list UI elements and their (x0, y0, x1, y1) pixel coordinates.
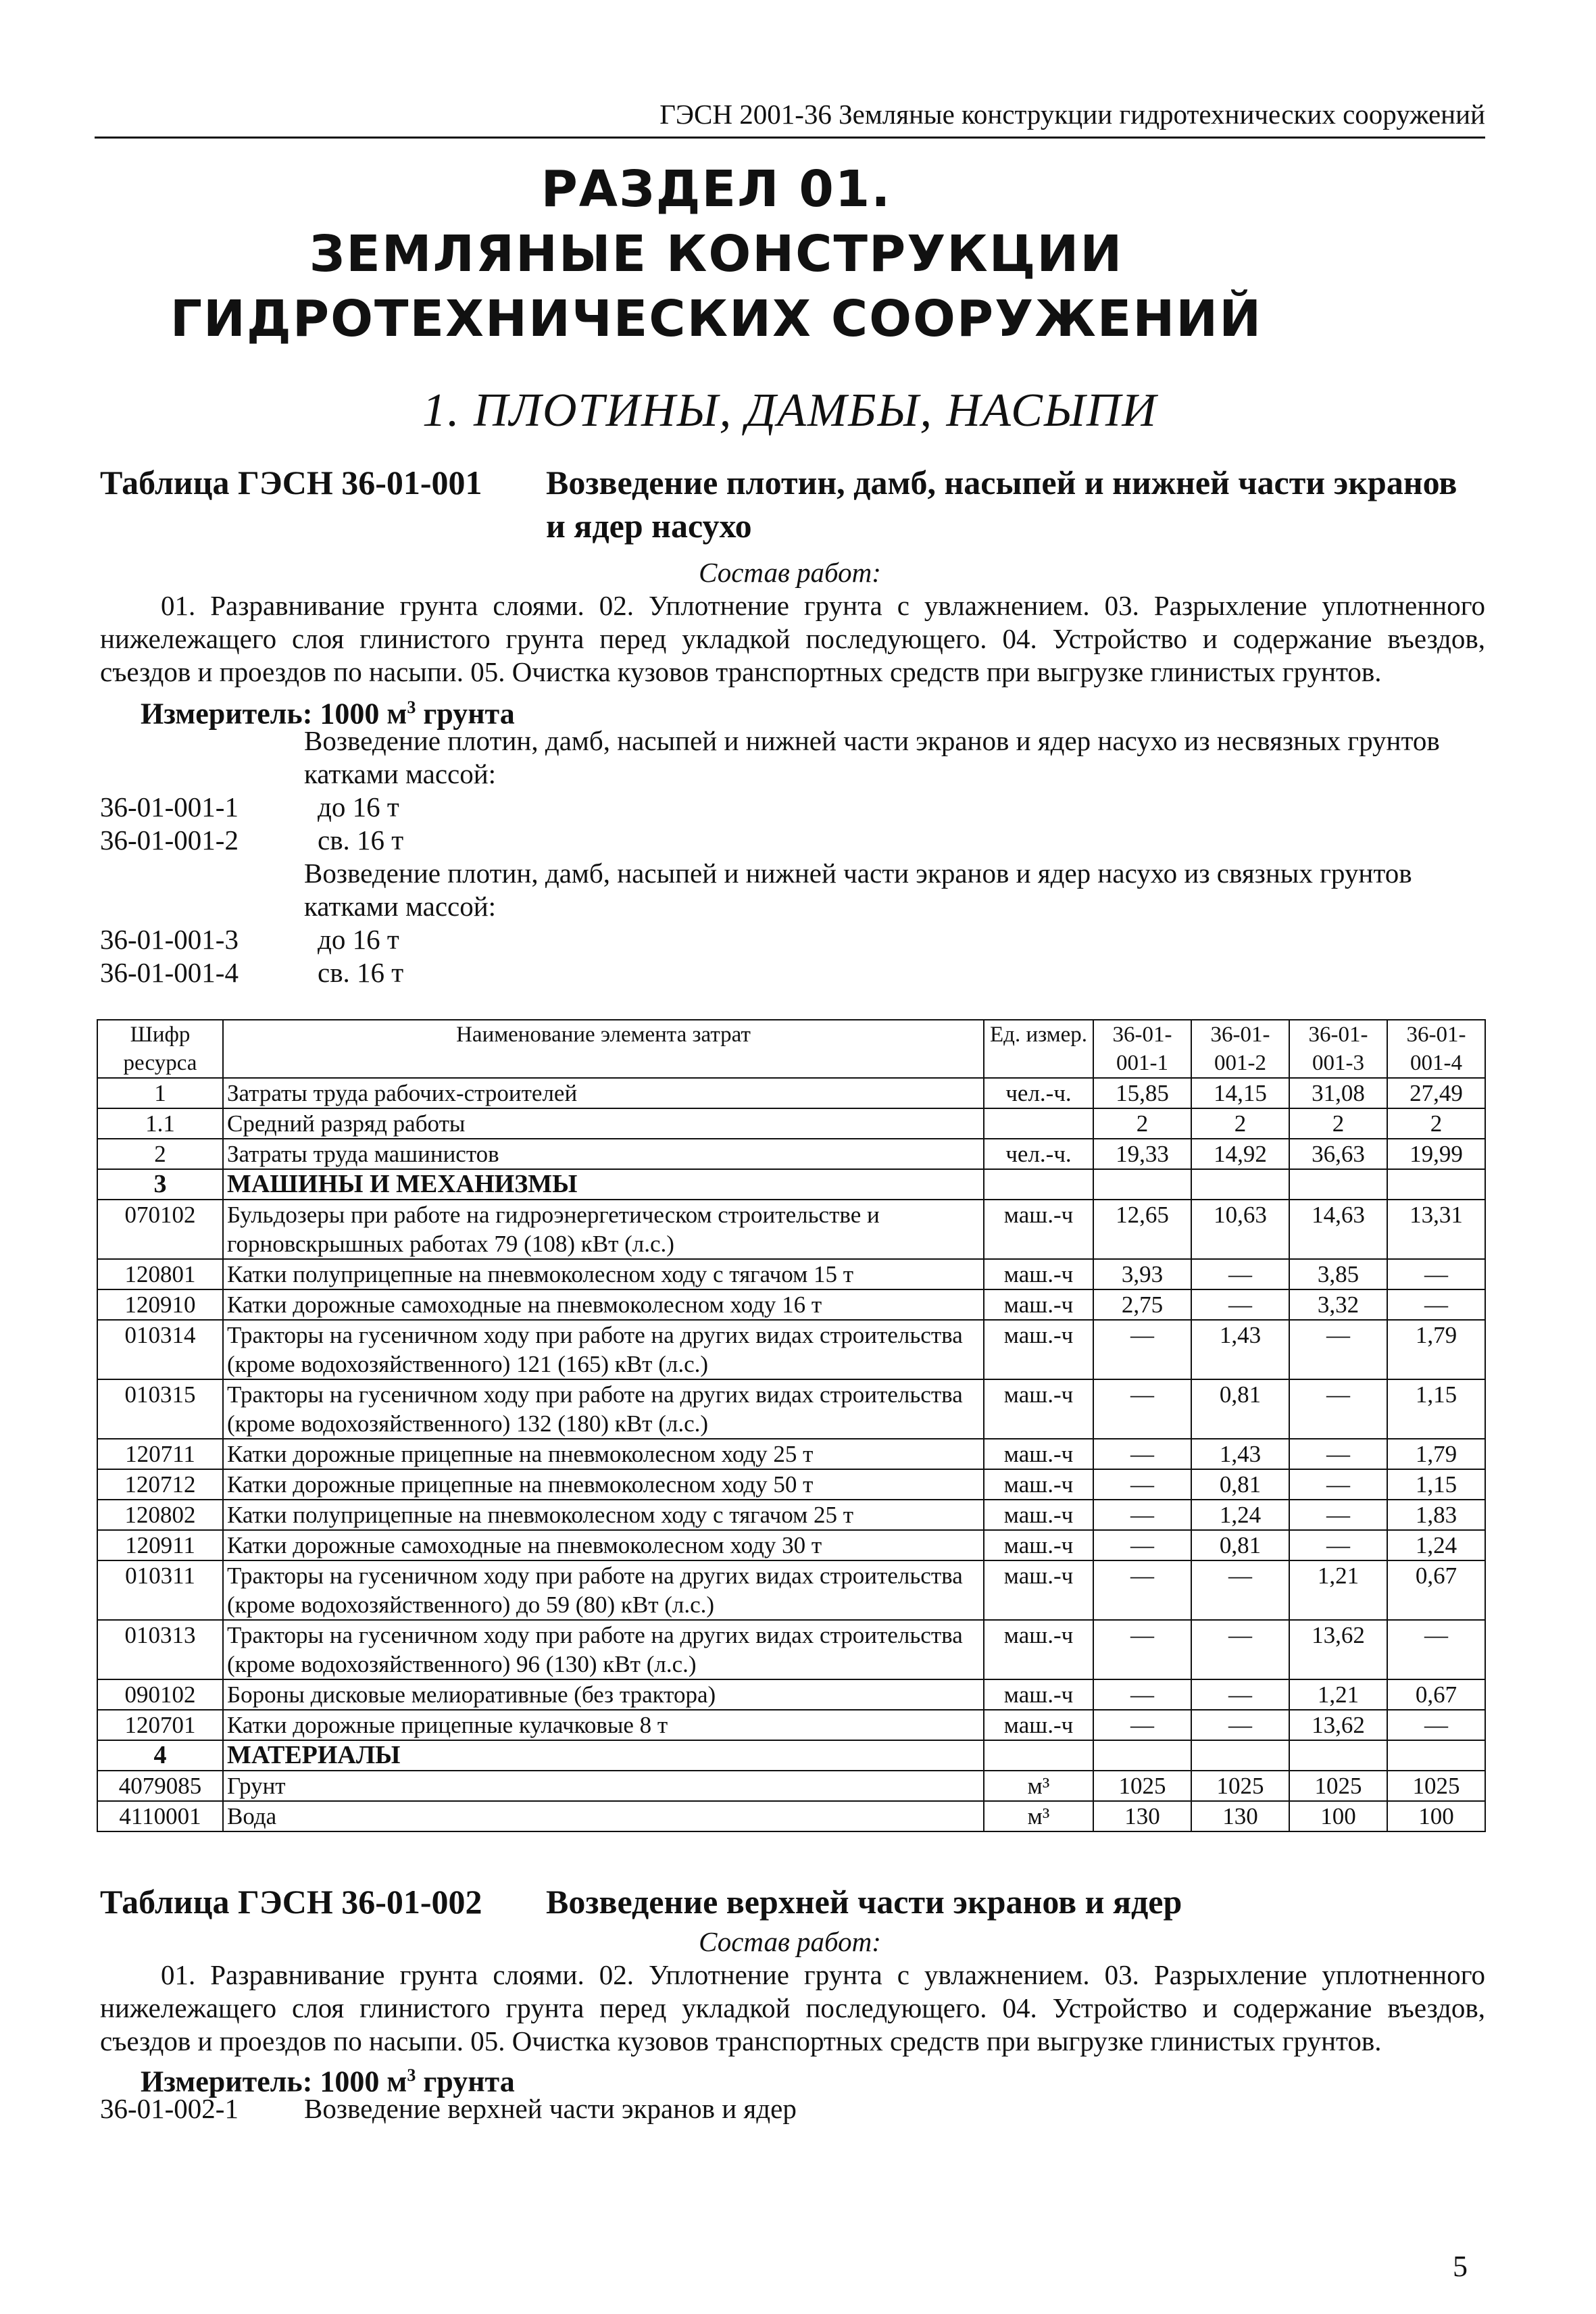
resource-code-cell: 120802 (97, 1500, 223, 1530)
item-text: св. 16 т (318, 957, 404, 988)
section-title-line: ГИДРОТЕХНИЧЕСКИХ СООРУЖЕНИЙ (170, 290, 1263, 348)
resource-value-cell: — (1093, 1679, 1191, 1710)
table-group-row (97, 1169, 1485, 1200)
table-row (97, 1379, 1485, 1439)
resource-table-body (97, 1078, 1485, 1831)
resource-name-cell: Катки дорожные прицепные на пневмоколесном ходу 50 т (223, 1469, 984, 1500)
resource-value-cell: 13,31 (1387, 1200, 1485, 1259)
table-row (97, 1259, 1485, 1289)
resource-value-cell: 1025 (1191, 1771, 1289, 1801)
table-row (97, 1801, 1485, 1831)
resource-value-cell: 31,08 (1289, 1078, 1387, 1108)
resource-code-cell: 4 (97, 1740, 223, 1771)
resource-value-cell: — (1387, 1289, 1485, 1320)
resource-value-cell (1191, 1740, 1289, 1771)
resource-unit-cell (984, 1740, 1093, 1771)
table-row (97, 1500, 1485, 1530)
resource-unit-cell: чел.-ч. (984, 1078, 1093, 1108)
resource-code-cell: 010315 (97, 1379, 223, 1439)
resource-code-cell: 070102 (97, 1200, 223, 1259)
resource-value-cell: — (1387, 1620, 1485, 1679)
resource-value-cell: 2 (1387, 1108, 1485, 1139)
group2-description-cont: катками массой: (304, 891, 497, 922)
resource-unit-cell: маш.-ч (984, 1469, 1093, 1500)
resource-value-cell: 1,24 (1191, 1500, 1289, 1530)
measure-prefix: Измеритель: 1000 м (141, 2065, 407, 2098)
resource-code-cell: 090102 (97, 1679, 223, 1710)
resource-code-cell: 010313 (97, 1620, 223, 1679)
table-row (97, 1108, 1485, 1139)
header-col4: 36-01-001-4 (1387, 1020, 1485, 1078)
resource-value-cell: 100 (1387, 1801, 1485, 1831)
resource-name-cell: Катки дорожные прицепные на пневмоколесном ходу 25 т (223, 1439, 984, 1469)
resource-name-cell: Затраты труда рабочих-строителей (223, 1078, 984, 1108)
subsection-title: 1. ПЛОТИНЫ, ДАМБЫ, НАСЫПИ (422, 385, 1157, 437)
resource-value-cell: 14,15 (1191, 1078, 1289, 1108)
table-row (97, 1710, 1485, 1740)
resource-value-cell: — (1093, 1379, 1191, 1439)
resource-code-cell: 120712 (97, 1469, 223, 1500)
resource-name-cell: Затраты труда машинистов (223, 1139, 984, 1169)
resource-code-cell: 1 (97, 1078, 223, 1108)
table-row (97, 1620, 1485, 1679)
resource-unit-cell: маш.-ч (984, 1620, 1093, 1679)
table-row (97, 1439, 1485, 1469)
resource-value-cell: 0,81 (1191, 1530, 1289, 1560)
resource-code-cell: 3 (97, 1169, 223, 1200)
resource-value-cell: — (1289, 1439, 1387, 1469)
resource-code-cell: 120701 (97, 1710, 223, 1740)
resource-code-cell: 010314 (97, 1320, 223, 1379)
resource-value-cell: 3,32 (1289, 1289, 1387, 1320)
table-row (97, 1771, 1485, 1801)
resource-value-cell: 1,43 (1191, 1320, 1289, 1379)
resource-value-cell: 1,24 (1387, 1530, 1485, 1560)
resource-value-cell: — (1093, 1560, 1191, 1620)
resource-value-cell (1387, 1169, 1485, 1200)
resource-table (97, 1019, 1486, 1832)
resource-value-cell: 3,85 (1289, 1259, 1387, 1289)
resource-value-cell: 13,62 (1289, 1620, 1387, 1679)
resource-value-cell: — (1289, 1530, 1387, 1560)
resource-unit-cell: чел.-ч. (984, 1139, 1093, 1169)
table-row (97, 1200, 1485, 1259)
resource-value-cell (1093, 1169, 1191, 1200)
section-title-line: РАЗДЕЛ 01. (541, 160, 892, 218)
resource-value-cell: 12,65 (1093, 1200, 1191, 1259)
resource-value-cell: — (1289, 1320, 1387, 1379)
table2-title: Возведение верхней части экранов и ядер (546, 1883, 1182, 1921)
group1-description: Возведение плотин, дамб, насыпей и нижней части экранов и ядер насухо из несвязных грунтов (304, 725, 1440, 756)
item-code: 36-01-001-2 (100, 824, 239, 856)
resource-name-cell: Катки дорожные самоходные на пневмоколесном ходу 16 т (223, 1289, 984, 1320)
table-row (97, 1289, 1485, 1320)
resource-unit-cell: м³ (984, 1801, 1093, 1831)
item-code: 36-01-001-1 (100, 791, 239, 822)
resource-code-cell: 2 (97, 1139, 223, 1169)
table-row (97, 1679, 1485, 1710)
table-row (97, 1078, 1485, 1108)
resource-name-cell: Тракторы на гусеничном ходу при работе на других видах строительства (кроме водохозяйственного) 96 (130) кВт (л.с.) (223, 1620, 984, 1679)
resource-value-cell: 100 (1289, 1801, 1387, 1831)
resource-value-cell: 27,49 (1387, 1078, 1485, 1108)
table1-title (546, 461, 1485, 547)
resource-name-cell: Катки дорожные прицепные кулачковые 8 т (223, 1710, 984, 1740)
table-header-row (97, 1020, 1485, 1078)
measure-suffix: грунта (416, 697, 515, 731)
resource-value-cell: 1,21 (1289, 1560, 1387, 1620)
resource-value-cell: 2 (1093, 1108, 1191, 1139)
measure-sup: 3 (407, 697, 416, 717)
resource-value-cell: — (1093, 1500, 1191, 1530)
header-col3: 36-01-001-3 (1289, 1020, 1387, 1078)
resource-value-cell: — (1191, 1710, 1289, 1740)
resource-value-cell: — (1093, 1710, 1191, 1740)
header-col2: 36-01-001-2 (1191, 1020, 1289, 1078)
resource-code-cell: 1.1 (97, 1108, 223, 1139)
table1-heading: Таблица ГЭСН 36-01-001 (100, 464, 482, 501)
header-name: Наименование элемента затрат (223, 1020, 984, 1078)
resource-value-cell: 0,67 (1387, 1560, 1485, 1620)
resource-value-cell: 14,63 (1289, 1200, 1387, 1259)
header-unit: Ед. измер. (984, 1020, 1093, 1078)
resource-value-cell: — (1093, 1469, 1191, 1500)
resource-value-cell: — (1093, 1620, 1191, 1679)
resource-value-cell: 19,33 (1093, 1139, 1191, 1169)
resource-value-cell: 1,79 (1387, 1439, 1485, 1469)
resource-value-cell (1093, 1740, 1191, 1771)
table-row (97, 1530, 1485, 1560)
resource-value-cell (1289, 1169, 1387, 1200)
page-number: 5 (1453, 2250, 1468, 2283)
resource-value-cell: 0,81 (1191, 1379, 1289, 1439)
table-row (97, 1560, 1485, 1620)
resource-code-cell: 120711 (97, 1439, 223, 1469)
resource-value-cell: — (1387, 1710, 1485, 1740)
table2-heading: Таблица ГЭСН 36-01-002 (100, 1883, 482, 1921)
resource-value-cell: — (1191, 1259, 1289, 1289)
table2-works-text: 01. Разравнивание грунта слоями. 02. Уплотнение грунта с увлажнением. 03. Разрыхление уплотненного нижележащего слоя глинистого грунта перед укладкой последующего. 04. Устройство и содержание въездов, съездов и проездов по насыпи. 05. Очистка кузовов транспортных средств при выгрузке глинистых грунтов. (100, 1959, 1485, 2057)
resource-code-cell: 4079085 (97, 1771, 223, 1801)
table1-works-text: 01. Разравнивание грунта слоями. 02. Уплотнение грунта с увлажнением. 03. Разрыхление уплотненного нижележащего слоя глинистого грунта перед укладкой последующего. 04. Устройство и содержание въездов, съездов и проездов по насыпи. 05. Очистка кузовов транспортных средств при выгрузке глинистых грунтов. (100, 590, 1485, 687)
header-col1: 36-01-001-1 (1093, 1020, 1191, 1078)
measure-prefix: Измеритель: 1000 м (141, 697, 407, 731)
table1-works-caption: Состав работ: (699, 557, 881, 588)
measure-sup: 3 (407, 2065, 416, 2085)
table2-works-caption: Состав работ: (699, 1926, 881, 1957)
resource-name-cell: Тракторы на гусеничном ходу при работе на других видах строительства (кроме водохозяйственного) 132 (180) кВт (л.с.) (223, 1379, 984, 1439)
resource-unit-cell (984, 1169, 1093, 1200)
resource-unit-cell: маш.-ч (984, 1439, 1093, 1469)
resource-code-cell: 120910 (97, 1289, 223, 1320)
group1-description-cont: катками массой: (304, 758, 497, 789)
resource-value-cell (1289, 1740, 1387, 1771)
resource-value-cell: 130 (1093, 1801, 1191, 1831)
resource-name-cell: МАШИНЫ И МЕХАНИЗМЫ (223, 1169, 984, 1200)
header-code: Шифр ресурса (97, 1020, 223, 1078)
resource-name-cell: Катки полуприцепные на пневмоколесном ходу с тягачом 15 т (223, 1259, 984, 1289)
resource-value-cell: 1,79 (1387, 1320, 1485, 1379)
resource-value-cell: 2 (1191, 1108, 1289, 1139)
resource-value-cell: — (1191, 1560, 1289, 1620)
item-code: 36-01-001-4 (100, 957, 239, 988)
resource-name-cell: Средний разряд работы (223, 1108, 984, 1139)
resource-value-cell: — (1093, 1530, 1191, 1560)
resource-unit-cell: маш.-ч (984, 1320, 1093, 1379)
section-title (95, 157, 1338, 351)
running-header: ГЭСН 2001-36 Земляные конструкции гидротехнических сооружений (95, 92, 1485, 139)
measure-suffix: грунта (416, 2065, 515, 2098)
table-row (97, 1469, 1485, 1500)
resource-unit-cell: маш.-ч (984, 1530, 1093, 1560)
resource-name-cell: Грунт (223, 1771, 984, 1801)
resource-value-cell: 1,15 (1387, 1469, 1485, 1500)
item-text: св. 16 т (318, 824, 404, 856)
resource-value-cell (1191, 1169, 1289, 1200)
resource-code-cell: 4110001 (97, 1801, 223, 1831)
resource-unit-cell: маш.-ч (984, 1289, 1093, 1320)
resource-value-cell: 10,63 (1191, 1200, 1289, 1259)
resource-value-cell: 2 (1289, 1108, 1387, 1139)
item-text: Возведение верхней части экранов и ядер (304, 2093, 797, 2124)
resource-value-cell: 1025 (1289, 1771, 1387, 1801)
resource-value-cell: — (1191, 1289, 1289, 1320)
item-code: 36-01-002-1 (100, 2093, 239, 2124)
resource-code-cell: 120801 (97, 1259, 223, 1289)
resource-unit-cell: м³ (984, 1771, 1093, 1801)
resource-value-cell: 2,75 (1093, 1289, 1191, 1320)
resource-value-cell: 19,99 (1387, 1139, 1485, 1169)
resource-name-cell: Катки дорожные самоходные на пневмоколесном ходу 30 т (223, 1530, 984, 1560)
resource-value-cell: 13,62 (1289, 1710, 1387, 1740)
resource-code-cell: 010311 (97, 1560, 223, 1620)
table1-title-line: Возведение плотин, дамб, насыпей и нижней части экранов (546, 464, 1457, 501)
resource-unit-cell: маш.-ч (984, 1200, 1093, 1259)
resource-value-cell: 0,81 (1191, 1469, 1289, 1500)
resource-value-cell: 1,43 (1191, 1439, 1289, 1469)
resource-name-cell: МАТЕРИАЛЫ (223, 1740, 984, 1771)
resource-value-cell (1387, 1740, 1485, 1771)
item-text: до 16 т (318, 791, 399, 822)
resource-unit-cell: маш.-ч (984, 1500, 1093, 1530)
resource-value-cell: 1,83 (1387, 1500, 1485, 1530)
resource-value-cell: 130 (1191, 1801, 1289, 1831)
resource-value-cell: 1,21 (1289, 1679, 1387, 1710)
resource-value-cell: — (1289, 1469, 1387, 1500)
section-title-line: ЗЕМЛЯНЫЕ КОНСТРУКЦИИ (309, 225, 1124, 283)
resource-value-cell: — (1387, 1259, 1485, 1289)
resource-name-cell: Вода (223, 1801, 984, 1831)
resource-value-cell: — (1289, 1500, 1387, 1530)
resource-name-cell: Катки полуприцепные на пневмоколесном ходу с тягачом 25 т (223, 1500, 984, 1530)
resource-unit-cell: маш.-ч (984, 1259, 1093, 1289)
resource-name-cell: Бороны дисковые мелиоративные (без трактора) (223, 1679, 984, 1710)
resource-name-cell: Тракторы на гусеничном ходу при работе на других видах строительства (кроме водохозяйственного) до 59 (80) кВт (л.с.) (223, 1560, 984, 1620)
resource-value-cell: 1025 (1387, 1771, 1485, 1801)
resource-value-cell: 0,67 (1387, 1679, 1485, 1710)
resource-value-cell: — (1191, 1620, 1289, 1679)
resource-unit-cell: маш.-ч (984, 1679, 1093, 1710)
resource-name-cell: Бульдозеры при работе на гидроэнергетическом строительстве и горновскрышных работах 79 (108) кВт (л.с.) (223, 1200, 984, 1259)
resource-unit-cell: маш.-ч (984, 1379, 1093, 1439)
item-code: 36-01-001-3 (100, 924, 239, 955)
resource-value-cell: — (1093, 1320, 1191, 1379)
resource-value-cell: 36,63 (1289, 1139, 1387, 1169)
resource-value-cell: 1,15 (1387, 1379, 1485, 1439)
resource-value-cell: 15,85 (1093, 1078, 1191, 1108)
table-group-row (97, 1740, 1485, 1771)
resource-value-cell: 14,92 (1191, 1139, 1289, 1169)
table1-title-line: и ядер насухо (546, 507, 752, 545)
group2-description: Возведение плотин, дамб, насыпей и нижней части экранов и ядер насухо из связных грунтов (304, 858, 1412, 889)
resource-unit-cell: маш.-ч (984, 1560, 1093, 1620)
item-text: до 16 т (318, 924, 399, 955)
table-row (97, 1320, 1485, 1379)
resource-unit-cell: маш.-ч (984, 1710, 1093, 1740)
resource-value-cell: — (1289, 1379, 1387, 1439)
resource-value-cell: — (1191, 1679, 1289, 1710)
resource-name-cell: Тракторы на гусеничном ходу при работе на других видах строительства (кроме водохозяйственного) 121 (165) кВт (л.с.) (223, 1320, 984, 1379)
table-row (97, 1139, 1485, 1169)
resource-value-cell: 3,93 (1093, 1259, 1191, 1289)
resource-value-cell: — (1093, 1439, 1191, 1469)
resource-code-cell: 120911 (97, 1530, 223, 1560)
resource-unit-cell (984, 1108, 1093, 1139)
resource-value-cell: 1025 (1093, 1771, 1191, 1801)
